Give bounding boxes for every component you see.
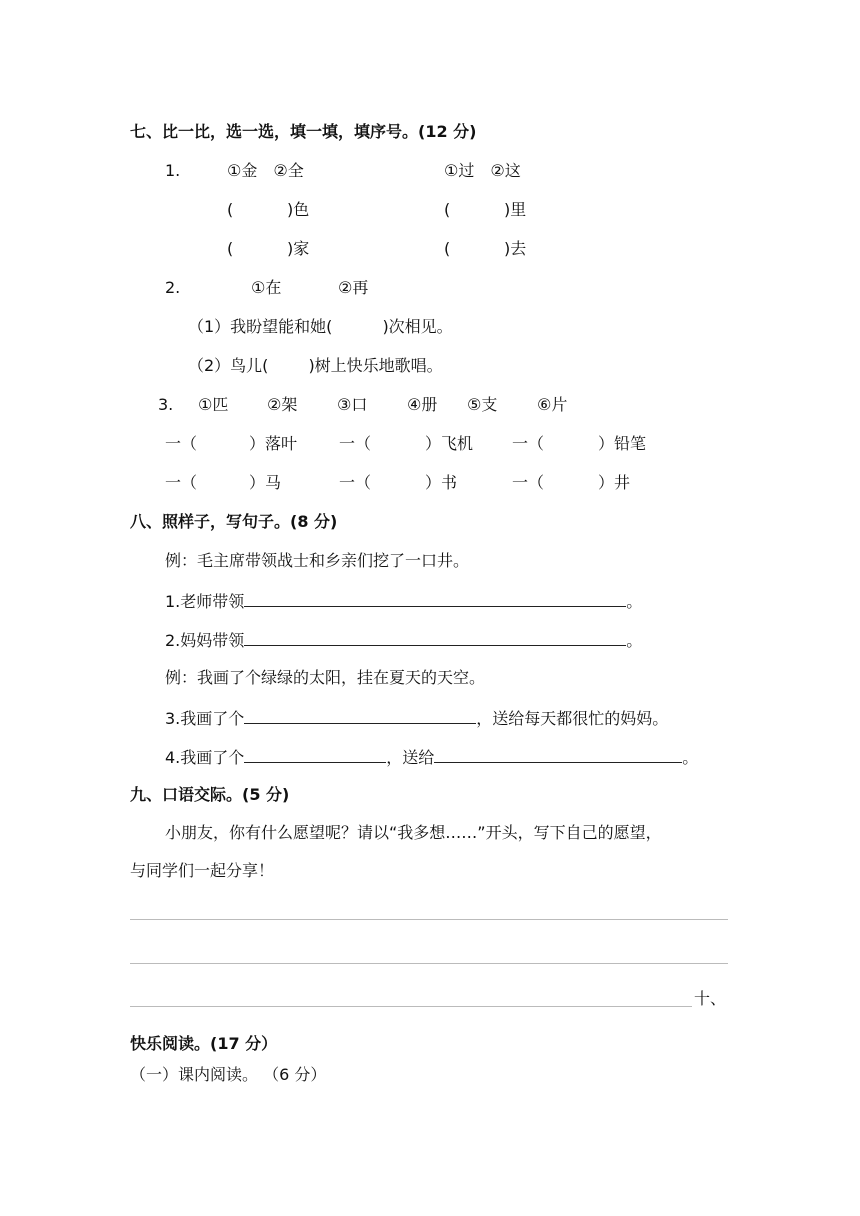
q3-row2-item3 bbox=[512, 473, 630, 493]
q1-left-row1: ( )色 bbox=[227, 200, 310, 219]
s8-item-3-blank[interactable] bbox=[244, 707, 476, 724]
q3-number: 3. bbox=[158, 395, 174, 414]
s8-item-4-blank-1[interactable] bbox=[244, 746, 386, 763]
s9-prompt-line-1: 小朋友，你有什么愿望呢？请以“我多想……”开头，写下自己的愿望， bbox=[165, 823, 662, 842]
q1-right-row1-word: 里 bbox=[510, 200, 527, 219]
q1-left-row2-word: 家 bbox=[293, 239, 310, 258]
s8-item-4-prefix: 4.我画了个 bbox=[165, 748, 245, 767]
q1-right-row2-word: 去 bbox=[510, 239, 527, 258]
q3-rparen: ） bbox=[598, 434, 615, 453]
q3-rparen: ） bbox=[425, 473, 442, 492]
s9-prompt-line-2: 与同学们一起分享！ bbox=[130, 861, 275, 880]
q3-lparen: （ bbox=[528, 434, 545, 453]
s8-item-4-period: 。 bbox=[682, 748, 699, 767]
q1-left-row2: ( )家 bbox=[227, 239, 310, 258]
q3-one: 一 bbox=[165, 434, 182, 453]
s8-item-3 bbox=[165, 707, 668, 729]
s8-item-2 bbox=[165, 629, 642, 651]
s8-item-1-prefix: 1.老师带领 bbox=[165, 592, 245, 611]
q3-rparen: ） bbox=[249, 434, 266, 453]
s8-item-1-period: 。 bbox=[626, 592, 643, 611]
q3-rparen: ） bbox=[598, 473, 615, 492]
section-8-title: 八、照样子，写句子。(8 分) bbox=[130, 512, 338, 531]
q3-row1-word1: 落叶 bbox=[265, 434, 298, 453]
q3-row2-word2: 书 bbox=[441, 473, 458, 492]
q3-rparen: ） bbox=[425, 434, 442, 453]
q3-lparen: （ bbox=[355, 473, 372, 492]
q3-row2-item2 bbox=[339, 473, 457, 493]
q3-option-2: ②架 bbox=[267, 395, 298, 414]
q2-s2-post: )树上快乐地歌唱。 bbox=[308, 356, 443, 375]
q3-row1-item1 bbox=[165, 434, 297, 454]
q1-right-options: ①过 ②这 bbox=[444, 161, 521, 180]
section-7-title: 七、比一比，选一选，填一填，填序号。(12 分) bbox=[130, 122, 477, 141]
q1-number: 1. bbox=[165, 161, 181, 180]
q3-row1-item3 bbox=[512, 434, 646, 454]
s8-item-1 bbox=[165, 590, 642, 612]
s8-item-3-suffix: ，送给每天都很忙的妈妈。 bbox=[476, 709, 669, 728]
q3-option-4: ④册 bbox=[407, 395, 438, 414]
s8-item-2-blank[interactable] bbox=[244, 629, 626, 646]
s8-example-2: 例：我画了个绿绿的太阳，挂在夏天的天空。 bbox=[165, 668, 486, 687]
s8-item-3-prefix: 3.我画了个 bbox=[165, 709, 245, 728]
section-10-subtitle: （一）课内阅读。 （6 分） bbox=[130, 1065, 327, 1084]
q2-option-1: ①在 bbox=[251, 278, 282, 297]
q2-sentence-1 bbox=[188, 317, 453, 337]
q3-lparen: （ bbox=[181, 434, 198, 453]
q1-left-row1-word: 色 bbox=[293, 200, 310, 219]
answer-line-3[interactable] bbox=[130, 1006, 692, 1007]
s8-item-1-blank[interactable] bbox=[244, 590, 626, 607]
section-10-number: 十、 bbox=[694, 989, 727, 1008]
q3-lparen: （ bbox=[528, 473, 545, 492]
q2-s1-post: )次相见。 bbox=[382, 317, 453, 336]
q2-s1-pre: （1）我盼望能和她( bbox=[188, 317, 333, 336]
q3-row2-word1: 马 bbox=[265, 473, 282, 492]
q3-option-3: ③口 bbox=[337, 395, 368, 414]
q3-row1-word3: 铅笔 bbox=[614, 434, 647, 453]
q3-one: 一 bbox=[512, 434, 529, 453]
q1-left-options: ①金 ②全 bbox=[227, 161, 304, 180]
s8-item-2-period: 。 bbox=[626, 631, 643, 650]
answer-line-1[interactable] bbox=[130, 919, 728, 920]
q3-row2-item1 bbox=[165, 473, 281, 493]
q3-lparen: （ bbox=[181, 473, 198, 492]
q3-option-6: ⑥片 bbox=[537, 395, 568, 414]
s8-item-4-blank-2[interactable] bbox=[434, 746, 682, 763]
section-10-title: 快乐阅读。(17 分） bbox=[130, 1034, 278, 1053]
s8-item-4 bbox=[165, 746, 698, 768]
q3-row1-item2 bbox=[339, 434, 473, 454]
q3-one: 一 bbox=[165, 473, 182, 492]
q3-row1-word2: 飞机 bbox=[441, 434, 474, 453]
section-9-title: 九、口语交际。(5 分) bbox=[130, 785, 290, 804]
q3-one: 一 bbox=[339, 473, 356, 492]
q1-right-row1: ( )里 bbox=[444, 200, 527, 219]
s8-item-2-prefix: 2.妈妈带领 bbox=[165, 631, 245, 650]
q2-s2-pre: （2）鸟儿( bbox=[188, 356, 269, 375]
answer-line-2[interactable] bbox=[130, 963, 728, 964]
s8-item-4-mid: ，送给 bbox=[386, 748, 435, 767]
q3-rparen: ） bbox=[249, 473, 266, 492]
q3-option-1: ①匹 bbox=[198, 395, 229, 414]
q3-one: 一 bbox=[339, 434, 356, 453]
q3-option-5: ⑤支 bbox=[467, 395, 498, 414]
s8-example-1: 例：毛主席带领战士和乡亲们挖了一口井。 bbox=[165, 551, 470, 570]
q3-row2-word3: 井 bbox=[614, 473, 631, 492]
q1-right-row2: ( )去 bbox=[444, 239, 527, 258]
q3-one: 一 bbox=[512, 473, 529, 492]
q2-sentence-2 bbox=[188, 356, 443, 376]
q2-number: 2. bbox=[165, 278, 181, 297]
q2-option-2: ②再 bbox=[338, 278, 369, 297]
q3-lparen: （ bbox=[355, 434, 372, 453]
